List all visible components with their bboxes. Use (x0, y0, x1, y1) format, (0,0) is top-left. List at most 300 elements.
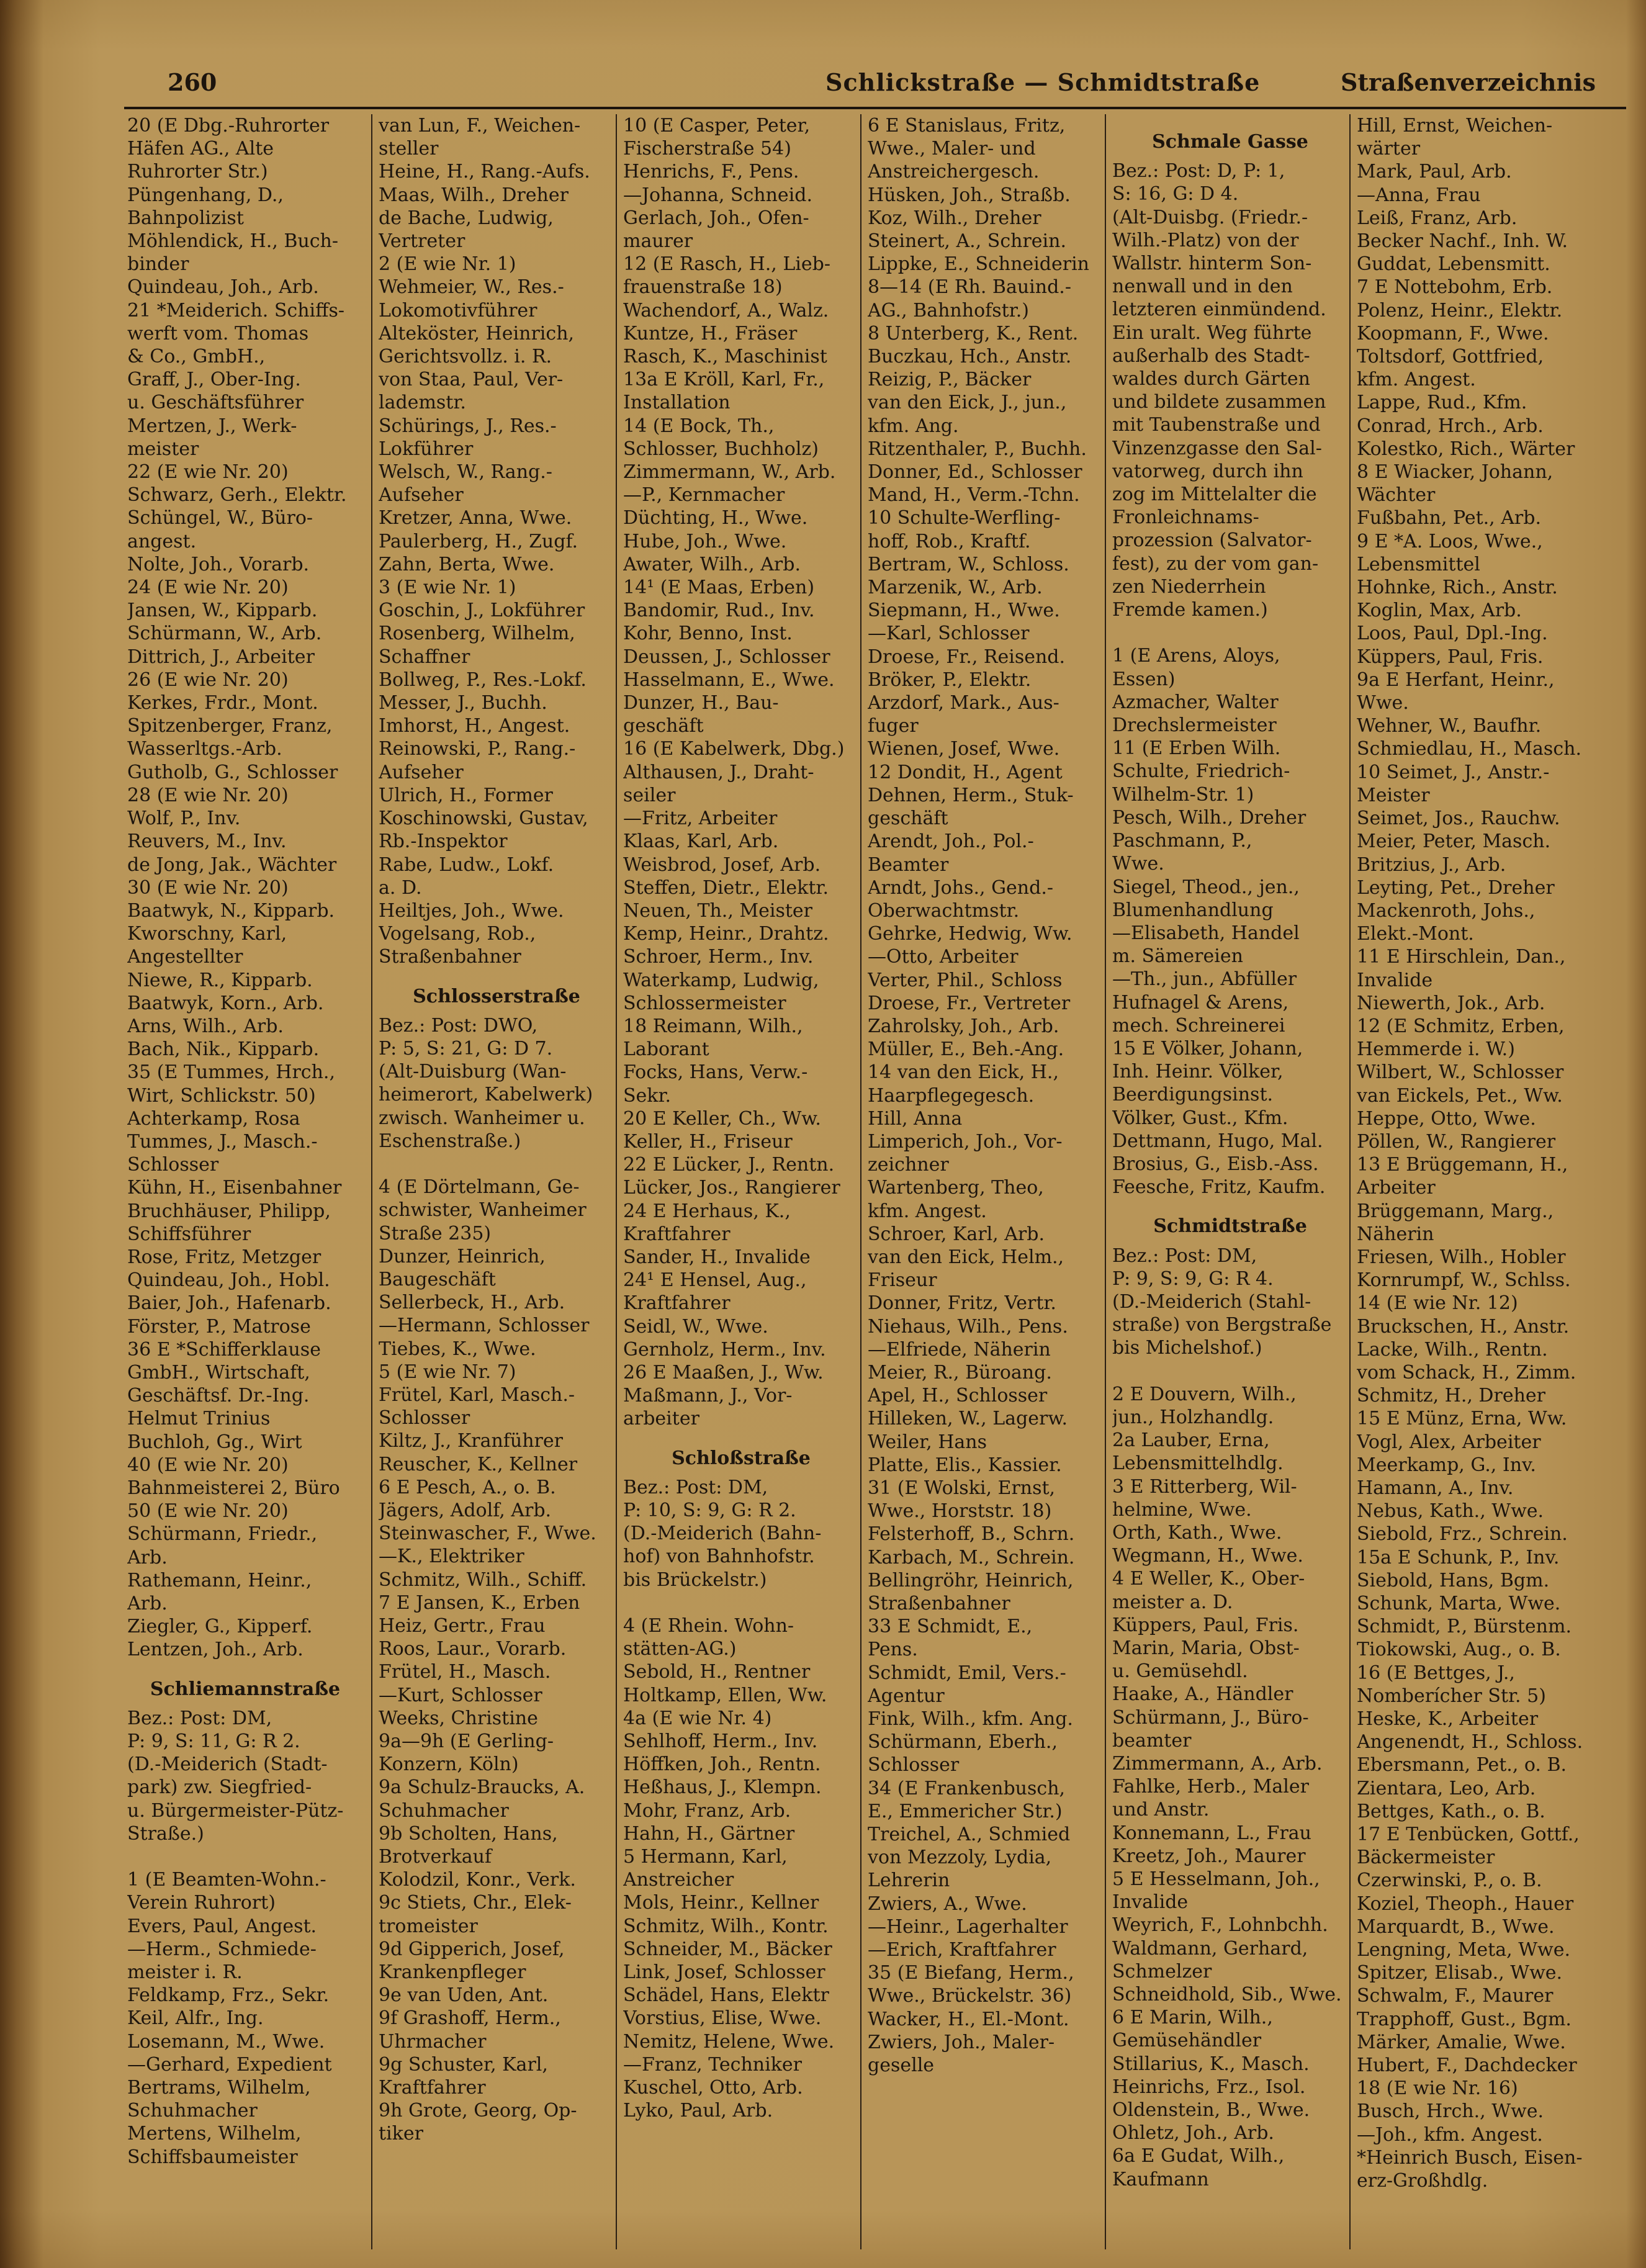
directory-line: —P., Kernmacher (623, 484, 785, 506)
directory-line: Müller, E., Beh.-Ang. (868, 1038, 1064, 1061)
directory-line: 9c Stiets, Chr., Elek- (379, 1892, 572, 1914)
directory-line: 9g Schuster, Karl, (379, 2053, 548, 2076)
header-rule (124, 107, 1626, 109)
directory-line: P: 10, S: 9, G: R 2. (623, 1499, 796, 1521)
directory-line: 9 E *A. Loos, Wwe., (1357, 530, 1543, 552)
street-heading: Schmale Gasse (1152, 131, 1308, 153)
directory-line: park) zw. Siegfried- (127, 1776, 312, 1799)
directory-line: meister a. D. (1112, 1591, 1233, 1613)
directory-line: Zahrolsky, Joh., Arb. (868, 1015, 1059, 1037)
directory-line: 4 (E Dörtelmann, Ge- (379, 1176, 580, 1199)
directory-line: Siepmann, H., Wwe. (868, 600, 1060, 622)
directory-line: Vorstius, Elise, Wwe. (623, 2007, 822, 2030)
directory-line: Spitzer, Elisab., Wwe. (1357, 1962, 1563, 1984)
directory-line: Arb. (127, 1593, 168, 1614)
directory-line: Hufnagel & Arens, (1112, 991, 1289, 1014)
directory-line: Droese, Fr., Vertreter (868, 992, 1071, 1014)
directory-line: Näherin (1357, 1223, 1434, 1245)
directory-line: Tiebes, K., Wwe. (379, 1338, 536, 1360)
directory-line: Neuen, Th., Meister (623, 899, 813, 922)
directory-line: 9h Grote, Georg, Op- (379, 2100, 577, 2122)
directory-line: Schiffsführer (127, 1223, 251, 1245)
directory-line: 24¹ E Hensel, Aug., (623, 1269, 807, 1292)
directory-line: beamter (1112, 1729, 1192, 1752)
directory-line: 3 (E wie Nr. 1) (379, 577, 516, 599)
directory-line: 31 (E Wolski, Ernst, (868, 1477, 1056, 1499)
directory-line: Bruchhäuser, Philipp, (127, 1200, 331, 1222)
directory-line: bis Brückelstr.) (623, 1568, 767, 1591)
directory-line: 20 E Keller, Ch., Ww. (623, 1107, 821, 1130)
directory-line: P: 9, S: 9, G: R 4. (1112, 1267, 1274, 1290)
directory-line: 34 (E Frankenbusch, (868, 1777, 1066, 1799)
directory-line: Spitzenberger, Franz, (127, 715, 333, 737)
directory-line: Hahn, H., Gärtner (623, 1822, 795, 1845)
directory-line: Rose, Fritz, Metzger (127, 1246, 322, 1268)
directory-line: Tummes, J., Masch.- (127, 1130, 318, 1153)
directory-line: Reizig, P., Bäcker (868, 369, 1032, 391)
directory-line: Schlosser (379, 1407, 470, 1429)
directory-line: Fahlke, Herb., Maler (1112, 1776, 1309, 1798)
directory-line: Schiffsbaumeister (127, 2146, 298, 2168)
directory-line: u. Bürgermeister-Pütz- (127, 1799, 344, 1822)
directory-line: Welsch, W., Rang.- (379, 461, 552, 484)
directory-line: Schuhmacher (127, 2100, 258, 2122)
directory-line: Bez.: Post: DWO, (379, 1014, 538, 1037)
directory-line: Hubert, F., Dachdecker (1357, 2054, 1577, 2077)
directory-line: —Anna, Frau (1357, 184, 1481, 206)
directory-line: Wirt, Schlickstr. 50) (127, 1084, 316, 1107)
directory-line: u. Gemüsehdl. (1112, 1660, 1248, 1683)
directory-line: kfm. Ang. (868, 415, 959, 437)
directory-line: Kworschny, Karl, (127, 923, 287, 945)
directory-line: tromeister (379, 1915, 478, 1937)
directory-line: 6 E Pesch, A., o. B. (379, 1476, 556, 1498)
directory-line: Schädel, Hans, Elektr (623, 1984, 829, 2007)
directory-line: 15 E Völker, Johann, (1112, 1037, 1303, 1060)
directory-line: Lyko, Paul, Arb. (623, 2100, 773, 2122)
directory-line: Arzdorf, Mark., Aus- (868, 692, 1059, 714)
directory-line (1112, 1360, 1348, 1383)
directory-line: Lokführer (379, 438, 474, 460)
directory-line: 50 (E wie Nr. 20) (127, 1500, 289, 1523)
directory-line: fuger (868, 715, 919, 737)
directory-line: 6 E Stanislaus, Fritz, (868, 115, 1066, 137)
directory-line: 13 E Brüggemann, H., (1357, 1154, 1568, 1176)
directory-line: Lücker, Jos., Rangierer (623, 1177, 840, 1199)
directory-line: Schunk, Marta, Wwe. (1357, 1593, 1561, 1614)
directory-line: Anstreicher (623, 1869, 734, 1891)
directory-line: —Elfriede, Näherin (868, 1338, 1051, 1361)
directory-line: Krankenpfleger (379, 1961, 526, 1984)
directory-line: Limperich, Joh., Vor- (868, 1130, 1063, 1153)
directory-line: geschäft (868, 808, 948, 830)
directory-line: Schroer, Herm., Inv. (623, 946, 814, 968)
directory-line: 22 E Lücker, J., Rentn. (623, 1154, 835, 1176)
directory-line: Heppe, Otto, Wwe. (1357, 1107, 1536, 1130)
directory-line: Koz, Wilh., Dreher (868, 207, 1041, 229)
directory-line: Konzern, Köln) (379, 1753, 519, 1776)
directory-line: Ohletz, Joh., Arb. (1112, 2122, 1274, 2144)
directory-line: Bahnpolizist (127, 207, 244, 229)
directory-line: Brosius, G., Eisb.-Ass. (1112, 1153, 1319, 1175)
directory-line: Häfen AG., Alte (127, 138, 274, 160)
directory-line: heimerort, Kabelwerk) (379, 1084, 593, 1106)
directory-line: vatorweg, durch ihn (1112, 460, 1303, 482)
directory-line: 5 Hermann, Karl, (623, 1846, 788, 1868)
directory-line: Rb.-Inspektor (379, 830, 508, 853)
directory-line: Wwe., Brückelstr. 36) (868, 1985, 1072, 2007)
directory-line: Schürmann, J., Büro- (1112, 1706, 1309, 1729)
directory-line: Dunzer, Heinrich, (379, 1245, 546, 1267)
directory-line: Kühn, H., Eisenbahner (127, 1177, 342, 1199)
directory-line: —Erich, Kraftfahrer (868, 1939, 1056, 1961)
directory-line: Schürmann, Eberh., (868, 1731, 1058, 1753)
directory-line: 8—14 (E Rh. Bauind.- (868, 276, 1071, 299)
directory-line: 16 (E Bettges, J., (1357, 1662, 1515, 1684)
directory-line: 5 E Hesselmann, Joh., (1112, 1868, 1320, 1891)
directory-line: Reinowski, P., Rang.- (379, 738, 576, 760)
directory-line: 21 *Meiderich. Schiffs- (127, 299, 344, 322)
directory-line: Mertzen, J., Werk- (127, 415, 297, 437)
running-title: Schlickstraße — Schmidtstraße (825, 68, 1261, 96)
directory-line: Bach, Nik., Kipparb. (127, 1038, 320, 1061)
directory-line: Bröker, P., Elektr. (868, 668, 1032, 691)
directory-line: Niewerth, Jok., Arb. (1357, 992, 1545, 1014)
directory-line: Schuhmacher (379, 1799, 509, 1822)
directory-line: —Kurt, Schlosser (379, 1684, 542, 1706)
directory-line: Donner, Ed., Schlosser (868, 461, 1082, 484)
directory-line: Höffken, Joh., Rentn. (623, 1753, 821, 1776)
directory-line: Aufseher (379, 484, 464, 506)
directory-line: Leyting, Pet., Dreher (1357, 876, 1555, 899)
directory-line: Lacke, Wilh., Rentn. (1357, 1338, 1548, 1361)
directory-line: wärter (1357, 138, 1421, 160)
directory-line: Vertreter (379, 230, 465, 253)
directory-line: Arns, Wilh., Arb. (127, 1015, 284, 1037)
directory-line: Kraftfahrer (623, 1292, 731, 1315)
directory-line: Vinzenzgasse den Sal- (1112, 437, 1322, 459)
directory-line: Zimmermann, W., Arb. (623, 461, 836, 484)
directory-line: —Heinr., Lagerhalter (868, 1915, 1068, 1938)
directory-line: Beamter (868, 853, 949, 876)
directory-line: Mark, Paul, Arb. (1357, 161, 1512, 183)
directory-line: Küppers, Paul, Fris. (1112, 1614, 1299, 1636)
directory-line: Wwe. (1357, 692, 1409, 714)
directory-line: Paschmann, P., (1112, 830, 1252, 852)
directory-line: Trapphoff, Gust., Bgm. (1357, 2008, 1572, 2030)
directory-line: Schlosser (868, 1754, 960, 1776)
directory-line: Britzius, J., Arb. (1357, 853, 1506, 876)
directory-line: Steinert, A., Schrein. (868, 230, 1066, 253)
column-3 (616, 114, 859, 2249)
directory-line: nenwall und in den (1112, 276, 1293, 298)
directory-line: Schroer, Karl, Arb. (868, 1223, 1045, 1245)
directory-line: 12 (E Rasch, H., Lieb- (623, 253, 830, 276)
directory-line: (D.-Meiderich (Bahn- (623, 1523, 822, 1545)
directory-line: werft vom. Thomas (127, 322, 309, 344)
directory-line: Anstreichergesch. (868, 161, 1040, 183)
directory-line: Laborant (623, 1038, 709, 1061)
directory-line: Brüggemann, Marg., (1357, 1200, 1554, 1222)
column-5 (1105, 114, 1348, 2249)
directory-line: 2a Lauber, Erna, (1112, 1429, 1270, 1452)
directory-line: Wienen, Josef, Wwe. (868, 738, 1060, 760)
directory-line: 12 (E Schmitz, Erben, (1357, 1015, 1565, 1037)
directory-line: Wachendorf, A., Walz. (623, 299, 829, 322)
directory-line: Feesche, Fritz, Kaufm. (1112, 1176, 1326, 1199)
directory-line: Baatwyk, Korn., Arb. (127, 992, 324, 1014)
directory-line: Verter, Phil., Schloss (868, 969, 1063, 991)
directory-line: 15a E Schunk, P., Inv. (1357, 1546, 1560, 1568)
directory-line: Weyrich, F., Lohnbchh. (1112, 1914, 1328, 1937)
directory-line: Straßenbahner (868, 1593, 1010, 1614)
directory-line: Heske, K., Arbeiter (1357, 1708, 1539, 1730)
directory-line: Karbach, M., Schrein. (868, 1546, 1075, 1568)
directory-line: Küppers, Paul, Fris. (1357, 646, 1544, 668)
directory-line: Wilh.-Platz) von der (1112, 229, 1299, 251)
directory-line: Bellingröhr, Heinrich, (868, 1569, 1074, 1591)
directory-line: Zimmermann, A., Arb. (1112, 1753, 1323, 1775)
directory-line: Hasselmann, E., Wwe. (623, 668, 835, 691)
directory-line: Baugeschäft (379, 1268, 496, 1290)
directory-line: Busch, Hrch., Wwe. (1357, 2100, 1544, 2123)
directory-line: Wehmeier, W., Res.- (379, 276, 564, 299)
directory-line: Guddat, Lebensmitt. (1357, 253, 1550, 276)
directory-line: Förster, P., Matrose (127, 1315, 311, 1338)
directory-line: Angenendt, H., Schloss. (1357, 1731, 1583, 1753)
directory-line: Sekr. (623, 1084, 672, 1107)
directory-line: 12 Dondit, H., Agent (868, 761, 1063, 783)
directory-line: E., Emmericher Str.) (868, 1800, 1063, 1822)
street-heading: Schloßstraße (672, 1447, 811, 1469)
directory-line: 16 (E Kabelwerk, Dbg.) (623, 738, 845, 760)
directory-line: Felsterhoff, B., Schrn. (868, 1523, 1075, 1546)
directory-line: schwister, Wanheimer (379, 1199, 587, 1222)
directory-line: Fußbahn, Pet., Arb. (1357, 507, 1541, 529)
directory-line: Wwe. (1112, 853, 1164, 875)
directory-line: Verein Ruhrort) (127, 1892, 276, 1914)
directory-line: Geschäftsf. Dr.-Ing. (127, 1385, 310, 1407)
directory-line: 11 (E Erben Wilh. (1112, 737, 1281, 760)
directory-line: 9e van Uden, Ant. (379, 1984, 549, 2007)
directory-line: Kuschel, Otto, Arb. (623, 2077, 803, 2099)
directory-line: —Fritz, Arbeiter (623, 808, 778, 830)
directory-line: Siebold, Frz., Schrein. (1357, 1523, 1568, 1546)
directory-line: Rosenberg, Wilhelm, (379, 623, 575, 645)
directory-line: Treichel, A., Schmied (868, 1824, 1071, 1846)
directory-line: Dittrich, J., Arbeiter (127, 646, 315, 668)
directory-line: Bez.: Post: DM, (1112, 1244, 1257, 1267)
directory-line: —Hermann, Schlosser (379, 1315, 590, 1337)
directory-line: maurer (623, 230, 693, 253)
directory-line: 2 E Douvern, Wilh., (1112, 1383, 1297, 1405)
directory-line: Schürmann, Friedr., (127, 1523, 318, 1546)
directory-line: Invalide (1112, 1891, 1189, 1914)
directory-line: Focks, Hans, Verw.- (623, 1061, 808, 1084)
directory-line: Waldmann, Gerhard, (1112, 1937, 1308, 1960)
directory-line: Schürings, J., Res.- (379, 415, 557, 437)
directory-line: u. Geschäftsführer (127, 392, 304, 414)
directory-line: waldes durch Gärten (1112, 368, 1310, 390)
directory-line: Heine, H., Rang.-Aufs. (379, 161, 590, 183)
directory-line: Marquardt, B., Wwe. (1357, 1915, 1555, 1938)
directory-line: Kohr, Benno, Inst. (623, 623, 793, 645)
directory-line: angest. (127, 530, 197, 552)
directory-line: Vogelsang, Rob., (379, 923, 536, 945)
directory-line: Wächter (1357, 484, 1436, 506)
directory-line: Bertram, W., Schloss. (868, 553, 1069, 575)
directory-line: —Karl, Schlosser (868, 623, 1030, 645)
directory-line: Henrichs, F., Pens. (623, 161, 799, 183)
directory-line: Ulrich, H., Former (379, 784, 553, 806)
directory-line: Arndt, Johs., Gend.- (868, 876, 1053, 899)
directory-line: Schlosser (127, 1154, 219, 1176)
directory-line: Weisbrod, Josef, Arb. (623, 853, 821, 876)
directory-line: Schmelzer (1112, 1960, 1212, 1982)
directory-line: P: 5, S: 21, G: D 7. (379, 1037, 553, 1060)
directory-line (623, 1591, 859, 1614)
directory-line: Schaffner (379, 646, 470, 668)
directory-line: 24 (E wie Nr. 20) (127, 577, 289, 599)
directory-line: van Eickels, Pet., Ww. (1357, 1084, 1563, 1107)
directory-line: Wolf, P., Inv. (127, 808, 241, 830)
column-6 (1349, 114, 1593, 2249)
directory-line: Kornrumpf, W., Schlss. (1357, 1269, 1571, 1292)
directory-line: geschäft (623, 715, 704, 737)
directory-line (127, 1845, 363, 1868)
directory-line: Ruhrorter Str.) (127, 161, 268, 183)
directory-line: Heinrichs, Frz., Isol. (1112, 2076, 1306, 2098)
directory-line: bis Michelshof.) (1112, 1337, 1262, 1359)
directory-line: zog im Mittelalter die (1112, 484, 1317, 506)
directory-line: —K., Elektriker (379, 1546, 524, 1568)
directory-line: hoff, Rob., Kraftf. (868, 530, 1031, 552)
street-heading: Schmidtstraße (1153, 1215, 1307, 1238)
directory-line: Holtkamp, Ellen, Ww. (623, 1684, 827, 1706)
directory-line: Ebersmann, Pet., o. B. (1357, 1754, 1567, 1776)
directory-line: Achterkamp, Rosa (127, 1107, 300, 1130)
directory-line: Droese, Fr., Reisend. (868, 646, 1066, 668)
directory-line: Mohr, Franz, Arb. (623, 1799, 791, 1822)
directory-line: —Franz, Techniker (623, 2053, 802, 2076)
directory-line: Messer, J., Buchh. (379, 692, 547, 714)
directory-line: Gehrke, Hedwig, Ww. (868, 923, 1073, 945)
directory-line: Fremde kamen.) (1112, 599, 1268, 621)
directory-line: Wacker, H., El.-Mont. (868, 2008, 1069, 2030)
directory-line: van Lun, F., Weichen- (379, 115, 581, 137)
directory-line: Lokomotivführer (379, 299, 537, 322)
directory-line: 33 E Schmidt, E., (868, 1616, 1033, 1638)
directory-line: Schneider, M., Bäcker (623, 1938, 832, 1960)
directory-line: —Otto, Arbeiter (868, 946, 1019, 968)
directory-line: 17 E Tenbücken, Gottf., (1357, 1824, 1580, 1846)
directory-line: Lentzen, Joh., Arb. (127, 1639, 304, 1661)
directory-line: Straße.) (127, 1822, 204, 1845)
directory-line: 7 E Jansen, K., Erben (379, 1591, 580, 1614)
directory-line: Wwe., Horststr. 18) (868, 1500, 1052, 1523)
directory-line: 35 (E Biefang, Herm., (868, 1962, 1074, 1984)
column-2 (371, 114, 614, 2249)
directory-line: Sellerbeck, H., Arb. (379, 1292, 565, 1314)
directory-line: Hill, Ernst, Weichen- (1357, 115, 1553, 137)
directory-line: —Elisabeth, Handel (1112, 922, 1300, 944)
directory-line: Platte, Elis., Kassier. (868, 1454, 1062, 1476)
directory-line: Frütel, Karl, Masch.- (379, 1384, 575, 1406)
directory-line: Roos, Laur., Vorarb. (379, 1638, 567, 1660)
directory-line: Becker Nachf., Inh. W. (1357, 230, 1568, 253)
directory-line (379, 1153, 614, 1176)
directory-line: außerhalb des Stadt- (1112, 344, 1310, 367)
directory-line: Völker, Gust., Kfm. (1112, 1107, 1288, 1129)
directory-line: Keil, Alfr., Ing. (127, 2007, 264, 2030)
directory-line: Czerwinski, P., o. B. (1357, 1870, 1542, 1892)
directory-line: 26 E Maaßen, J., Ww. (623, 1361, 824, 1384)
directory-line: Mand, H., Verm.-Tchn. (868, 484, 1080, 506)
directory-line: und bildete zusammen (1112, 391, 1326, 413)
directory-line: Kraftfahrer (379, 2077, 486, 2099)
directory-line: Seidl, W., Wwe. (623, 1315, 768, 1338)
directory-line: GmbH., Wirtschaft, (127, 1361, 310, 1384)
directory-line: kfm. Angest. (1357, 369, 1476, 391)
directory-line: mit Taubenstraße und (1112, 414, 1321, 436)
directory-line: 18 Reimann, Wilh., (623, 1015, 803, 1037)
directory-line: Hüsken, Joh., Straßb. (868, 184, 1071, 206)
directory-line: Deussen, J., Schlosser (623, 646, 830, 668)
directory-line: Graff, J., Ober-Ing. (127, 369, 301, 391)
directory-line: 9a—9h (E Gerling- (379, 1730, 554, 1753)
section-title: Straßenverzeichnis (1341, 68, 1596, 96)
directory-line: Kerkes, Frdr., Mont. (127, 692, 318, 714)
directory-line: —Joh., kfm. Angest. (1357, 2123, 1543, 2146)
directory-line: Schmitz, Wilh., Schiff. (379, 1568, 587, 1591)
directory-line: Azmacher, Walter (1112, 691, 1279, 713)
directory-line: Zahn, Berta, Wwe. (379, 553, 555, 575)
directory-line: Pöllen, W., Rangierer (1357, 1130, 1556, 1153)
directory-line: Hohnke, Rich., Anstr. (1357, 577, 1558, 599)
directory-line: Kolestko, Rich., Wärter (1357, 438, 1575, 460)
directory-line: Weeks, Christine (379, 1707, 538, 1729)
directory-line: 8 Unterberg, K., Rent. (868, 322, 1079, 344)
directory-line: Konnemann, L., Frau (1112, 1822, 1312, 1844)
directory-line: straße) von Bergstraße (1112, 1314, 1332, 1336)
directory-line: von Staa, Paul, Ver- (379, 369, 564, 391)
directory-line: Seimet, Jos., Rauchw. (1357, 808, 1560, 830)
directory-line: frauenstraße 18) (623, 276, 783, 299)
directory-line: Wartenberg, Theo, (868, 1177, 1044, 1199)
directory-line: 14 (E Bock, Th., (623, 415, 775, 437)
directory-line: 22 (E wie Nr. 20) (127, 461, 289, 484)
directory-line: 20 (E Dbg.-Ruhrorter (127, 115, 330, 137)
directory-line: mech. Schreinerei (1112, 1014, 1285, 1037)
directory-line: Leiß, Franz, Arb. (1357, 207, 1518, 229)
directory-line: Nebus, Kath., Wwe. (1357, 1500, 1544, 1523)
directory-line: Essen) (1112, 668, 1176, 690)
directory-line: Elekt.-Mont. (1357, 923, 1474, 945)
directory-line: Meier, Peter, Masch. (1357, 830, 1551, 853)
directory-line: Feldkamp, Frz., Sekr. (127, 1984, 330, 2007)
directory-line: Meister (1357, 784, 1430, 806)
directory-line: Arbeiter (1357, 1177, 1436, 1199)
directory-line: Mols, Heinr., Kellner (623, 1892, 819, 1914)
directory-line: Nomberícher Str. 5) (1357, 1685, 1546, 1707)
directory-line: Bez.: Post: D, P: 1, (1112, 160, 1285, 182)
directory-line: Schwalm, F., Maurer (1357, 1985, 1554, 2007)
directory-line: arbeiter (623, 1408, 699, 1430)
directory-line: Ein uralt. Weg führte (1112, 322, 1312, 344)
directory-line: Dunzer, H., Bau- (623, 692, 779, 714)
directory-line: 11 E Hirschlein, Dan., (1357, 946, 1566, 968)
directory-line: Installation (623, 392, 731, 414)
